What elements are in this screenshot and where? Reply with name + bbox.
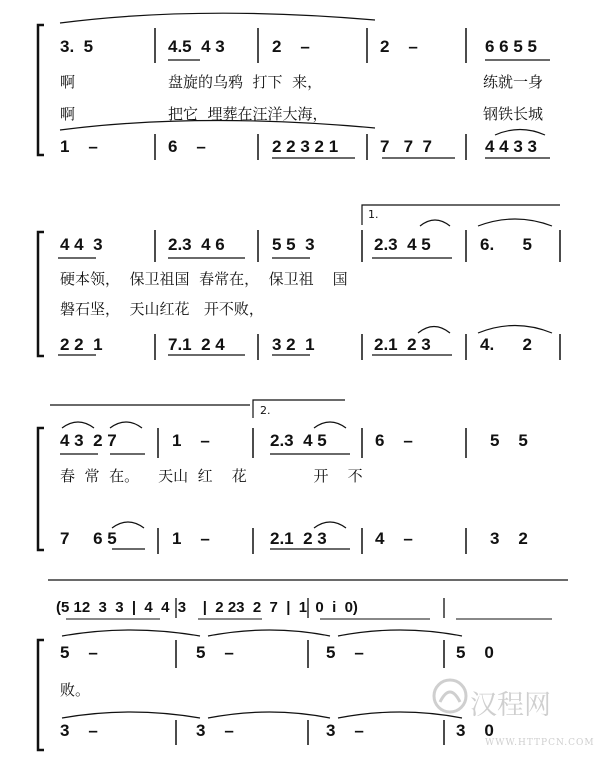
s1-upper-m1: 3. 5 [60,37,94,56]
s3-upper-m1: 4 3 2 7 [60,431,117,450]
s1-lower-m2: 6 – [168,137,206,156]
s4-lyric1: 败。 [60,681,91,699]
s4-accompaniment: (5 12 3 3 | 4 4 3 | 2 23 2 7 | 1 0 i 0) [56,599,358,616]
system4-ties-upper [62,630,462,636]
s4-lower-m3: 3 – [326,721,364,740]
watermark-logo-text: 汉程网 [470,690,551,721]
system2-tie-upper [478,219,552,226]
s4-upper-m4: 5 0 [456,643,494,662]
s4-lower-m1: 3 – [60,721,98,740]
s4-lower-m4: 3 0 [456,721,494,740]
system3-slur5 [314,522,346,528]
s1-lower-m4: 7 7 7 [380,137,432,156]
system3-slur2 [110,422,142,428]
s2-lower-m3: 3 2 1 [272,335,315,354]
system1-bracket [38,25,44,155]
s2-upper-m3: 5 5 3 [272,235,315,254]
system3-bracket [38,428,44,550]
s2-lyric1: 硬本领， 保卫祖国 春常在， 保卫祖 国 [60,270,348,288]
s3-upper-m4: 6 – [375,431,413,450]
s3-lower-m4: 4 – [375,529,413,548]
watermark-url: WWW.HTTPCN.COM [485,738,595,748]
s2-volta-label: 1. [368,208,379,221]
system3-slur1 [62,422,94,428]
s3-upper-m5: 5 5 [490,431,528,450]
s2-upper-m1: 4 4 3 [60,235,103,254]
s3-lower-m1: 7 6 5 [60,529,117,548]
s3-lyric1: 春 常 在。 天山 红 花 开 不 [60,467,363,485]
s4-upper-m3: 5 – [326,643,364,662]
s1-lower-m1: 1 – [60,137,98,156]
system1-tie [60,13,375,23]
s3-upper-m3: 2.3 4 5 [270,431,327,450]
s1-lyric2-a: 啊 [60,105,76,123]
s2-upper-m4: 2.3 4 5 [374,235,431,254]
system2-volta-bracket [362,205,560,225]
s4-upper-m1: 5 – [60,643,98,662]
s1-upper-m4: 2 – [380,37,418,56]
s1-lyric1-c: 练就一身 [483,73,544,91]
s1-lyric1-b: 盘旋的乌鸦 打下 来， [168,73,323,91]
s3-lower-m5: 3 2 [490,529,528,548]
s3-upper-m2: 1 – [172,431,210,450]
s1-lyric2-b: 把它 埋葬在汪洋大海， [168,105,328,123]
s1-lyric1-a: 啊 [60,73,76,91]
s3-lower-m3: 2.1 2 3 [270,529,327,548]
system2-slur-upper [420,220,450,226]
s4-lower-m2: 3 – [196,721,234,740]
s2-lower-m4: 2.1 2 3 [374,335,431,354]
s2-lower-m1: 2 2 1 [60,335,103,354]
system3-slur3 [314,422,346,428]
s1-upper-m2: 4.5 4 3 [168,37,225,56]
s3-lower-m2: 1 – [172,529,210,548]
s2-upper-m5: 6. 5 [480,235,532,254]
system2-bracket [38,232,44,356]
s1-lyric2-c: 钢铁长城 [483,105,544,123]
s2-lower-m2: 7.1 2 4 [168,335,225,354]
s2-upper-m2: 2.3 4 6 [168,235,225,254]
s2-lower-m5: 4. 2 [480,335,532,354]
s1-lower-m5: 4 4 3 3 [485,137,537,156]
watermark-logo-icon [430,676,470,716]
s2-lyric2: 磐石坚， 天山红花 开不败， [60,300,264,318]
system3-slur4 [112,522,144,528]
s1-lower-m3: 2 2 3 2 1 [272,137,339,156]
s1-upper-m5: 6 6 5 5 [485,37,537,56]
system2-slur-lower [418,327,450,334]
system1-slur-lower [495,130,545,136]
s1-upper-m3: 2 – [272,37,310,56]
s3-volta-label: 2. [260,404,271,417]
system4-ties-lower [62,712,462,718]
s4-upper-m2: 5 – [196,643,234,662]
system4-bracket [38,640,44,750]
system2-tie-lower [478,326,552,334]
